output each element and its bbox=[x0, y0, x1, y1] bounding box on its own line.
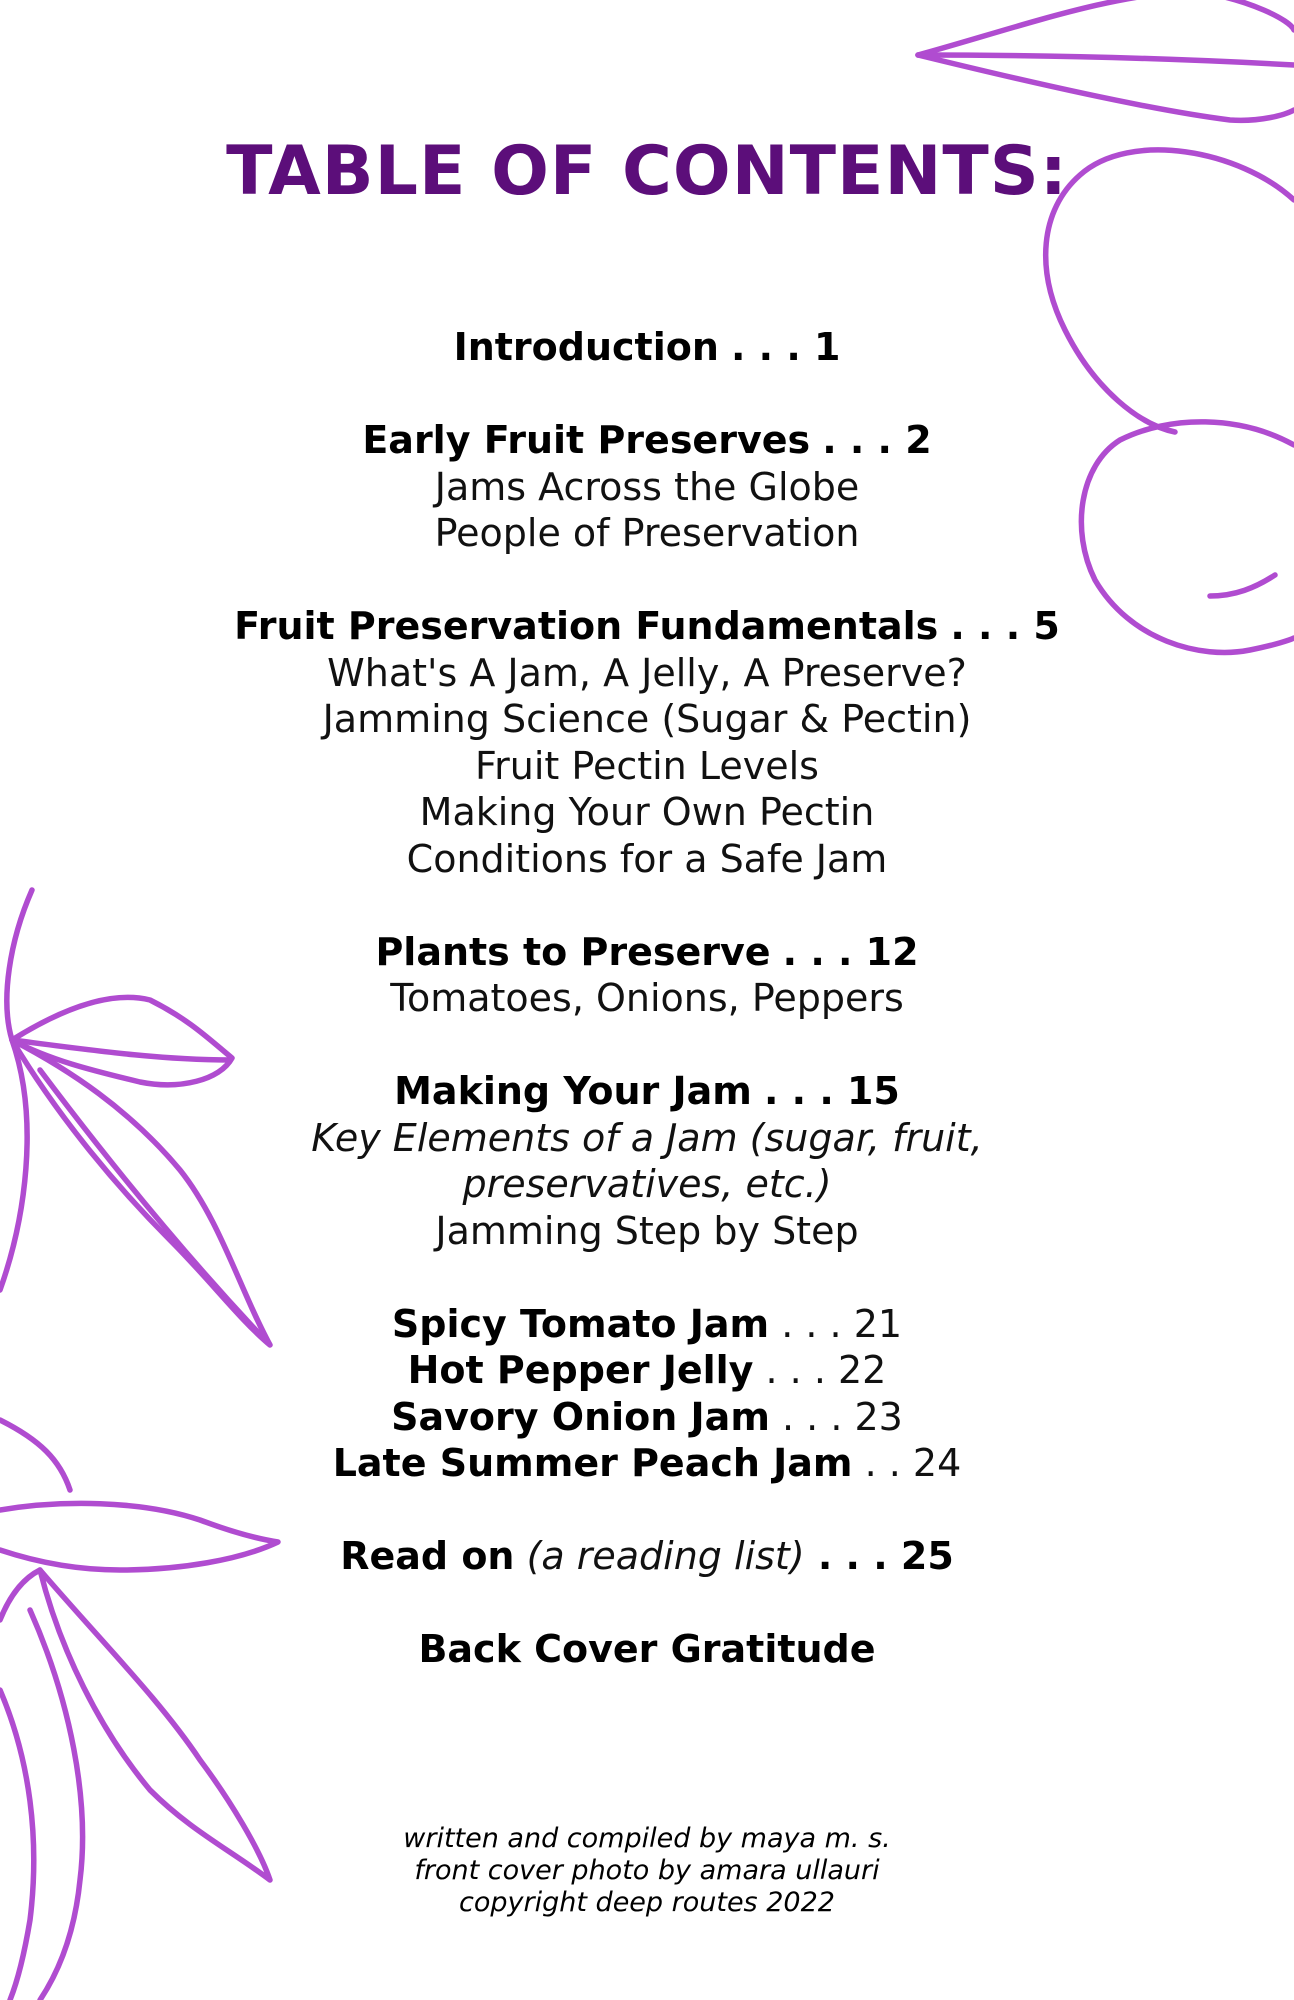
top-right-leaf-vein bbox=[918, 55, 1294, 65]
toc-entry-title: Introduction bbox=[453, 325, 719, 369]
top-right-leaf-outline bbox=[918, 0, 1294, 55]
toc-subentry: Tomatoes, Onions, Peppers bbox=[390, 976, 904, 1020]
toc-subentry: Conditions for a Safe Jam bbox=[406, 836, 888, 881]
toc-entry-note: (a reading list) bbox=[514, 1534, 805, 1578]
toc-entry-introduction bbox=[0, 324, 1294, 371]
toc-recipe-entry bbox=[0, 1347, 1294, 1394]
top-right-leaf-lower bbox=[918, 55, 1294, 120]
toc-entry-title: Early Fruit Preserves bbox=[362, 418, 811, 462]
page-title: TABLE OF CONTENTS: bbox=[226, 132, 1068, 211]
spacer bbox=[0, 1487, 1294, 1534]
toc-entry-back-cover bbox=[0, 1626, 1294, 1673]
toc-entry-making-your-jam bbox=[0, 1068, 1294, 1115]
toc-entry-plants-to-preserve bbox=[0, 929, 1294, 976]
spacer bbox=[0, 557, 1294, 604]
toc-entry-page: . . . 2 bbox=[822, 418, 932, 462]
toc-recipe-entry bbox=[0, 1394, 1294, 1441]
toc-recipe-page: . . . 21 bbox=[769, 1301, 903, 1346]
toc-entry-early-fruit-preserves bbox=[0, 417, 1294, 464]
toc-entry-fundamentals bbox=[0, 603, 1294, 650]
credits bbox=[0, 1823, 1294, 1919]
toc-subentry: What's A Jam, A Jelly, A Preserve? bbox=[327, 650, 967, 695]
spacer bbox=[0, 1022, 1294, 1069]
credit-line: front cover photo by amara ullauri bbox=[414, 1855, 880, 1886]
toc-entry-title: Back Cover Gratitude bbox=[418, 1627, 876, 1671]
toc-entry-title: Fruit Preservation Fundamentals bbox=[234, 604, 939, 648]
spacer bbox=[0, 1580, 1294, 1627]
spacer bbox=[0, 371, 1294, 418]
toc-subentry: Jams Across the Globe bbox=[434, 464, 860, 509]
credit-line: written and compiled by maya m. s. bbox=[403, 1823, 891, 1854]
toc-entry-page: . . . 25 bbox=[804, 1534, 954, 1578]
table-of-contents bbox=[0, 324, 1294, 1673]
toc-recipe-page: . . . 23 bbox=[769, 1394, 903, 1439]
toc-subentry: Jamming Science (Sugar & Pectin) bbox=[322, 697, 972, 741]
toc-subentry-italic: Key Elements of a Jam (sugar, fruit, bbox=[311, 1115, 983, 1160]
toc-recipe-page: . . . 22 bbox=[753, 1348, 887, 1392]
toc-subentry-italic: preservatives, etc.) bbox=[462, 1162, 832, 1206]
toc-subentry: People of Preservation bbox=[434, 511, 860, 555]
toc-subentry: Making Your Own Pectin bbox=[419, 790, 875, 834]
toc-entry-page: . . . 1 bbox=[731, 325, 841, 369]
toc-recipe-title: Spicy Tomato Jam bbox=[391, 1301, 770, 1346]
toc-recipe-page: . . 24 bbox=[852, 1441, 962, 1485]
toc-recipe-entry bbox=[0, 1440, 1294, 1487]
toc-entry-title: Read on bbox=[340, 1534, 515, 1578]
toc-recipe-title: Savory Onion Jam bbox=[391, 1394, 770, 1439]
toc-recipe-title: Late Summer Peach Jam bbox=[332, 1441, 853, 1485]
toc-subentry: Fruit Pectin Levels bbox=[475, 743, 819, 788]
toc-entry-title: Making Your Jam bbox=[394, 1069, 752, 1113]
toc-entry-read-on bbox=[0, 1533, 1294, 1580]
credit-line: copyright deep routes 2022 bbox=[459, 1887, 835, 1918]
spacer bbox=[0, 1254, 1294, 1301]
toc-entry-page: . . . 12 bbox=[782, 929, 919, 974]
toc-entry-title: Plants to Preserve bbox=[375, 929, 771, 974]
toc-recipe-title: Hot Pepper Jelly bbox=[407, 1348, 754, 1392]
toc-entry-page: . . . 5 bbox=[950, 604, 1060, 648]
spacer bbox=[0, 882, 1294, 929]
toc-entry-page: . . . 15 bbox=[763, 1069, 900, 1113]
toc-subentry: Jamming Step by Step bbox=[435, 1208, 859, 1253]
toc-recipe-entry bbox=[0, 1301, 1294, 1348]
